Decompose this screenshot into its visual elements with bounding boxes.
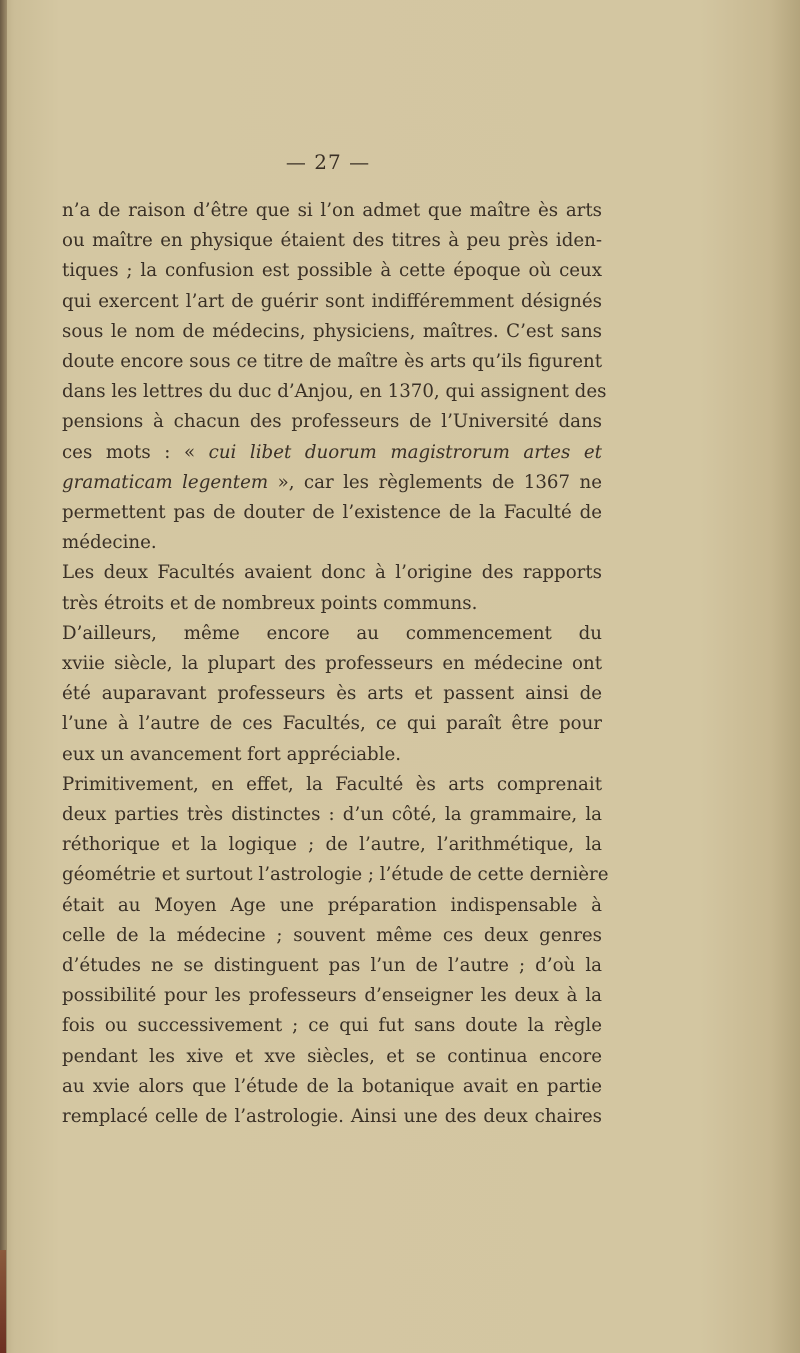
text-line: possibilité pour les professeurs d’enseigner les deux à la — [62, 985, 602, 1007]
text-line: sous le nom de médecins, physiciens, maîtres. C’est sans — [62, 320, 602, 342]
text-line: pensions à chacun des professeurs de l’Université dans — [62, 411, 602, 433]
text-line: deux parties très distinctes : d’un côté, la grammaire, la — [62, 804, 602, 826]
latin-quote: gramaticam legentem — [62, 471, 269, 493]
text-line: remplacé celle de l’astrologie. Ainsi une des deux chaires — [62, 1106, 602, 1128]
text-line: xviie siècle, la plupart des professeurs en médecine ont — [62, 653, 602, 675]
text-line: celle de la médecine ; souvent même ces deux genres — [62, 924, 602, 946]
text-line: était au Moyen Age une préparation indispensable à — [62, 894, 602, 916]
text-line: d’études ne se distinguent pas l’un de l’autre ; d’où la — [62, 955, 602, 977]
text-line: tiques ; la confusion est possible à cette époque où ceux — [62, 260, 602, 282]
text-line: eux un avancement fort appréciable. — [62, 743, 402, 765]
text-line-quote — [62, 438, 602, 468]
text-line: été auparavant professeurs ès arts et passent ainsi de — [62, 683, 602, 705]
text-line: pendant les xive et xve siècles, et se continua encore — [62, 1045, 602, 1067]
text-line: Primitivement, en effet, la Faculté ès arts comprenait — [62, 773, 602, 795]
page-number: — 27 — — [285, 150, 371, 174]
latin-quote: cui libet duorum magistrorum artes et — [208, 441, 602, 463]
book-spine-stain — [0, 1250, 6, 1353]
text-line: réthorique et la logique ; de l’autre, l’arithmétique, la — [62, 834, 602, 856]
text-line: fois ou successivement ; ce qui fut sans doute la règle — [62, 1015, 602, 1037]
text-line: D’ailleurs, même encore au commencement du — [62, 622, 602, 644]
text-line: très étroits et de nombreux points communs. — [62, 592, 478, 614]
body-text — [62, 196, 609, 1132]
text-line: au xvie alors que l’étude de la botanique avait en partie — [62, 1075, 602, 1097]
quote-close: », car les règlements de 1367 ne — [268, 471, 602, 493]
text-line: géométrie et surtout l’astrologie ; l’étude de cette dernière — [62, 864, 609, 886]
text-line: doute encore sous ce titre de maître ès arts qu’ils figurent — [62, 351, 602, 373]
text-line: permettent pas de douter de l’existence de la Faculté de — [62, 502, 602, 524]
text-line-quote — [62, 468, 602, 498]
text-line: qui exercent l’art de guérir sont indifféremment désignés — [62, 290, 602, 312]
quote-open: ces mots : « — [62, 441, 209, 463]
text-line: dans les lettres du duc d’Anjou, en 1370, qui assignent des — [62, 381, 607, 403]
text-line: Les deux Facultés avaient donc à l’origine des rapports — [62, 562, 602, 584]
book-spine-edge — [0, 0, 7, 1353]
text-line: ou maître en physique étaient des titres à peu près iden- — [62, 230, 602, 252]
text-line: l’une à l’autre de ces Facultés, ce qui paraît être pour — [62, 713, 602, 735]
text-line: n’a de raison d’être que si l’on admet que maître ès arts — [62, 200, 602, 221]
text-line: médecine. — [62, 532, 157, 554]
